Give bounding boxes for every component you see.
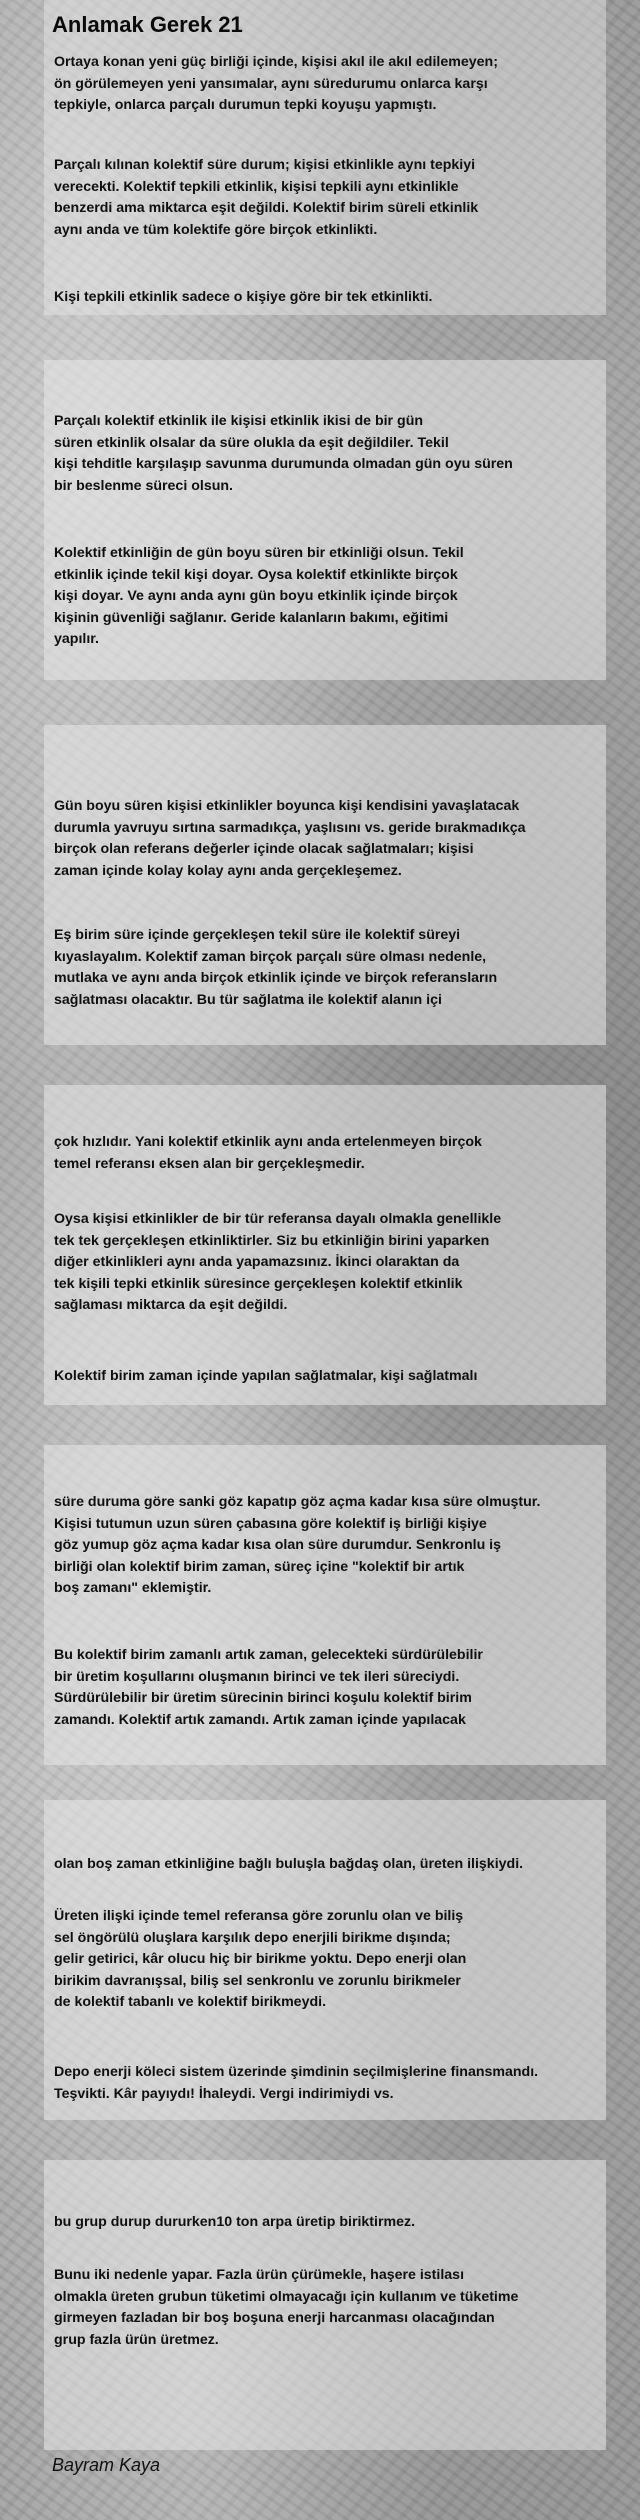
paragraph: Eş birim süre içinde gerçekleşen tekil süre ile kolektif süreyi kıyaslayalım. Kolektif zaman birçok parçalı süre olması nedenle, mutlaka ve aynı anda birçok etkinlik içinde ve birçok referansların sağlatması olacaktır. Bu tür sağlatma ile kolektif alanın içi xyxy=(54,927,498,1008)
paragraph: olan boş zaman etkinliğine bağlı buluşla bağdaş olan, üreten ilişkiydi. xyxy=(54,1856,524,1872)
paragraph: Oysa kişisi etkinlikler de bir tür referansa dayalı olmakla genellikle tek tek gerçekleşen etkinliktirler. Siz bu etkinliğin birini yaparken diğer etkinlikleri aynı anda yapamazsınız. İkinci olaraktan da tek kişili tepki etkinlik süresince gerçekleşen kolektif etkinlik sağlaması miktarca da eşit değildi. xyxy=(54,1211,502,1313)
paragraph: bu grup durup dururken10 ton arpa üretip biriktirmez. xyxy=(54,2214,416,2230)
page-title: Anlamak Gerek 21 xyxy=(52,12,243,37)
paragraph: Parçalı kolektif etkinlik ile kişisi etkinlik ikisi de bir gün süren etkinlik olsalar da süre olukla da eşit değildiler. Tekil kişi tehditle karşılaşıp savunma durumunda olmadan gün oyu süren bir beslenme süreci olsun. xyxy=(54,413,513,494)
paragraph: Kolektif birim zaman içinde yapılan sağlatmalar, kişi sağlatmalı xyxy=(54,1368,478,1384)
paragraph: Üreten ilişki içinde temel referansa göre zorunlu olan ve biliş sel öngörülü oluşlara karşılık depo enerjili birikme dışında; gelir getirici, kâr olucu hiç bir birikme yoktu. Depo enerji olan birikim davranışsal, biliş sel senkronlu ve zorunlu birikmeler de kolektif tabanlı ve kolektif birikmeydi. xyxy=(54,1908,467,2010)
paragraph: Bunu iki nedenle yapar. Fazla ürün çürümekle, haşere istilası olmakla üreten grubun tüketimi olmayacağı için kullanım ve tüketime girmeyen fazladan bir boş boşuna enerji harcanması olacağından grup fazla ürün üretmez. xyxy=(54,2267,519,2348)
paragraph: Parçalı kılınan kolektif süre durum; kişisi etkinlikle aynı tepkiyi verecekti. Kolektif tepkili etkinlik, kişisi tepkili aynı etkinlikle benzerdi ama miktarca eşit değildi. Kolektif birim süreli etkinlik aynı anda ve tüm kolektife göre birçok etkinlikti. xyxy=(54,157,479,238)
paragraph: süre duruma göre sanki göz kapatıp göz açma kadar kısa süre olmuştur. Kişisi tutumun uzun süren çabasına göre kolektif iş birliği kişiye göz yumup göz açma kadar kısa olan süre durumdur. Senkronlu iş birliği olan kolektif birim zaman, süreç içine "kolektif bir artık boş zamanı" eklemiştir. xyxy=(54,1494,541,1596)
paragraph: Kişi tepkili etkinlik sadece o kişiye göre bir tek etkinlikti. xyxy=(54,289,433,305)
paragraph: Kolektif etkinliğin de gün boyu süren bir etkinliği olsun. Tekil etkinlik içinde tekil kişi doyar. Oysa kolektif etkinlikte birçok kişi doyar. Ve aynı anda aynı gün boyu etkinlik içinde birçok kişinin güvenliği sağlanır. Geride kalanların bakımı, eğitimi yapılır. xyxy=(54,545,464,647)
paragraph: Gün boyu süren kişisi etkinlikler boyunca kişi kendisini yavaşlatacak durumla yavruyu sırtına sarmadıkça, yaşlısını vs. geride bırakmadıkça birçok olan referans değerler içinde olacak sağlatmaları; kişisi zaman içinde kolay kolay aynı anda gerçekleşemez. xyxy=(54,798,526,879)
paragraph: Ortaya konan yeni güç birliği içinde, kişisi akıl ile akıl edilemeyen; ön görülemeyen yeni yansımalar, aynı süredurumu onlarca karşı tepkiyle, onlarca parçalı durumun tepki koyuşu yapmıştı. xyxy=(54,54,498,113)
paragraph: Bu kolektif birim zamanlı artık zaman, gelecekteki sürdürülebilir bir üretim koşullarını oluşmanın birinci ve tek ileri süreciydi. Sürdürülebilir bir üretim sürecinin birinci koşulu kolektif birim zamandı. Kolektif artık zamandı. Artık zaman içinde yapılacak xyxy=(54,1647,483,1728)
author-signature: Bayram Kaya xyxy=(52,2455,161,2475)
paragraph: Depo enerji köleci sistem üzerinde şimdinin seçilmişlerine finansmandı. Teşvikti. Kâr payıydı! İhaleydi. Vergi indirimiydi vs. xyxy=(54,2064,539,2102)
paragraph: çok hızlıdır. Yani kolektif etkinlik aynı anda ertelenmeyen birçok temel referansı eksen alan bir gerçekleşmedir. xyxy=(54,1134,482,1172)
